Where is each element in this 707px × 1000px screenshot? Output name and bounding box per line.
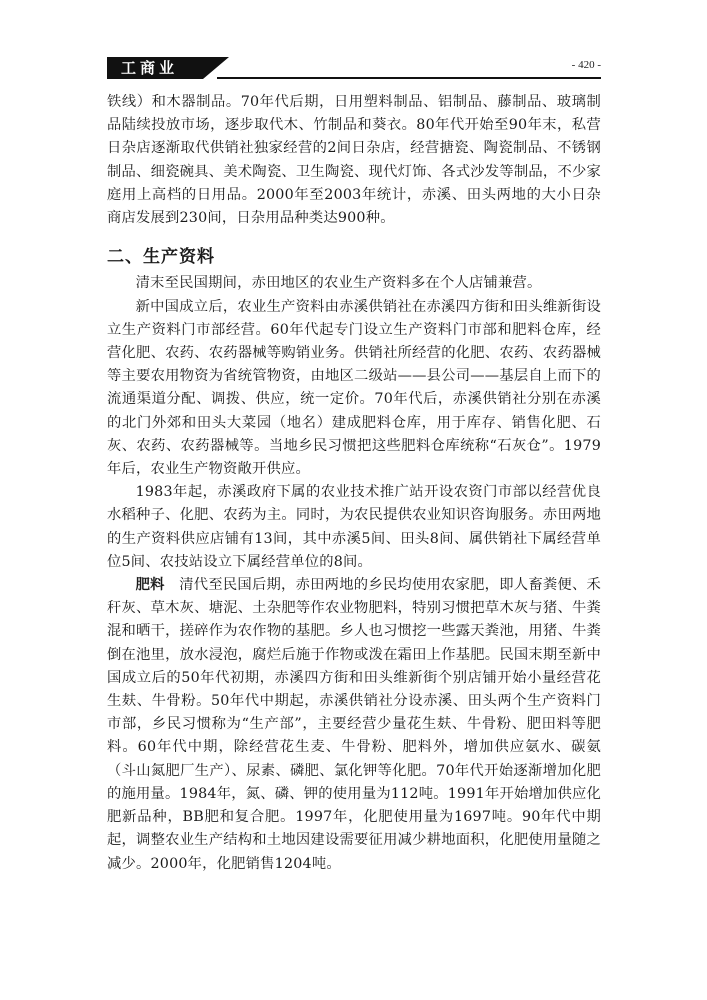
section-heading: 二、生产资料 <box>107 247 215 268</box>
page-body <box>107 91 601 876</box>
paragraph-fertilizer <box>107 574 601 876</box>
paragraph: 新中国成立后，农业生产资料由赤溪供销社在赤溪四方街和田头维新街设立生产资料门市部经营。60年代起专门设立生产资料门市部和肥料仓库，经营化肥、农药、农药器械等购销业务。供销社所经营的化肥、农药、农药器械等主要农用物资为省统管物资，由地区二级站——县公司——基层自上而下的流通渠道分配、调拨、供应，统一定价。70年代后，赤溪供销社分别在赤溪的北门外郊和田头大菜园（地名）建成肥料仓库，用于库存、销售化肥、石灰、农药、农药器械等。当地乡民习惯把这些肥料仓库统称“石灰仓”。1979年后，农业生产物资敞开供应。 <box>107 298 601 478</box>
paragraph-text: 清代至民国后期，赤田两地的乡民均使用农家肥，即人畜粪便、禾秆灰、草木灰、塘泥、土杂肥等作农业物肥料，特别习惯把草木灰与猪、牛粪混和晒干，搓碎作为农作物的基肥。乡人也习惯挖一些露天粪池，用猪、牛粪倒在池里，放水浸泡，腐烂后施于作物或泼在霜田上作基肥。民国末期至新中国成立后的50年代初期，赤溪四方街和田头维新街个别店铺开始小量经营花生麸、牛骨粉。50年代中期起，赤溪供销社分设赤溪、田头两个生产资料门市部，乡民习惯称为“生产部”，主要经营少量花生麸、牛骨粉、肥田料等肥料。60年代中期，除经营花生麦、牛骨粉、肥料外，增加供应氨水、碳氨（斗山氮肥厂生产）、尿素、磷肥、氯化钾等化肥。70年代开始逐渐增加化肥的施用量。1984年，氮、磷、钾的使用量为112吨。1991年开始增加供应化肥新品种，BB肥和复合肥。1997年，化肥使用量为1697吨。90年代中期起，调整农业生产结构和土地因建设需要征用减少耕地面积，化肥使用量随之减少。2000年，化肥销售1204吨。 <box>107 577 601 872</box>
run-in-heading: 肥料 <box>135 577 165 594</box>
section-tab: 工商业 <box>107 57 203 79</box>
page-number: - 420 - <box>571 59 601 71</box>
running-header <box>107 57 601 79</box>
header-rule <box>217 77 601 79</box>
paragraph: 清末至民国期间，赤田地区的农业生产资料多在个人店铺兼营。 <box>135 275 542 292</box>
section-tab-tip <box>203 57 229 79</box>
paragraph: 1983年起，赤溪政府下属的农业技术推广站开设农资门市部以经营优良水稻种子、化肥、农药为主。同时，为农民提供农业知识咨询服务。赤田两地的生产资料供应店铺有13间，其中赤溪5间、田头8间、属供销社下属经营单位5间、农技站设立下属经营单位的8间。 <box>107 484 601 570</box>
paragraph-continued: 铁线）和木器制品。70年代后期，日用塑料制品、铝制品、藤制品、玻璃制品陆续投放市场，逐步取代木、竹制品和葵衣。80年代开始至90年末，私营日杂店逐渐取代供销社独家经营的2间日杂店，经营搪瓷、陶瓷制品、不锈钢制品、细瓷碗具、美术陶瓷、卫生陶瓷、现代灯饰、各式沙发等制品，不少家庭用上高档的日用品。2000年至2003年统计，赤溪、田头两地的大小日杂商店发展到230间，日杂用品种类达900种。 <box>107 94 601 227</box>
